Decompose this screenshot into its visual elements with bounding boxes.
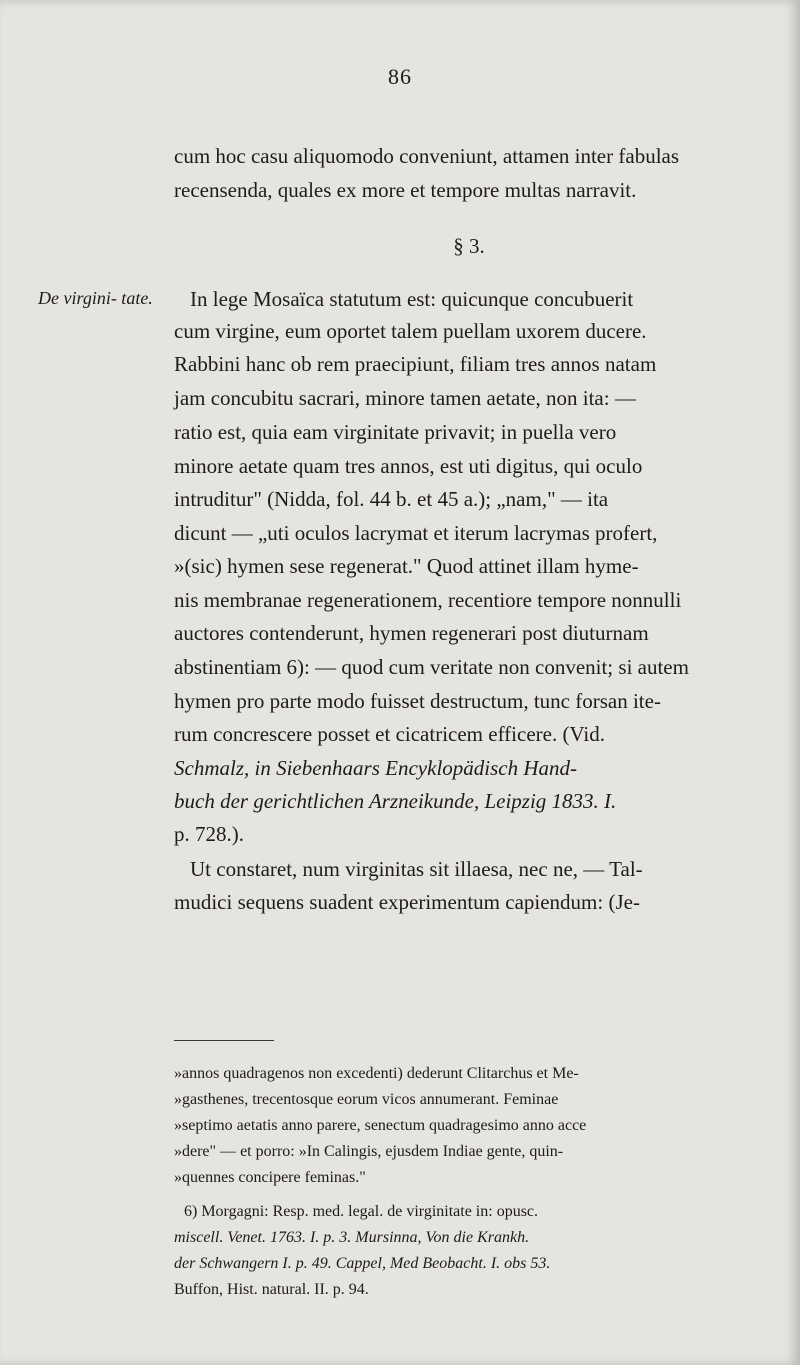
body-line: p. 728.). bbox=[174, 822, 244, 846]
footnote-line: »dere" — et porro: »In Calingis, ejusdem Indiae gente, quin- bbox=[174, 1143, 564, 1160]
body-line: cum virgine, eum oportet talem puellam uxorem ducere. bbox=[174, 319, 647, 343]
footnote-line: »quennes concipere feminas." bbox=[174, 1169, 366, 1186]
body-line: recensenda, quales ex more et tempore multas narravit. bbox=[174, 178, 637, 202]
footnote-line: der Schwangern I. p. 49. Cappel, Med Beobacht. I. obs 53. bbox=[174, 1255, 551, 1272]
body-line: In lege Mosaïca statutum est: quicunque concubuerit bbox=[190, 287, 634, 311]
body-line: nis membranae regenerationem, recentiore tempore nonnulli bbox=[174, 588, 682, 612]
footnote-line: Buffon, Hist. natural. II. p. 94. bbox=[174, 1281, 369, 1298]
footnote-divider bbox=[174, 1040, 274, 1041]
footnote-line: miscell. Venet. 1763. I. p. 3. Mursinna, Von die Krankh. bbox=[174, 1229, 530, 1246]
body-line: Ut constaret, num virginitas sit illaesa, nec ne, — Tal- bbox=[190, 857, 643, 881]
margin-note: De virgini- tate. bbox=[38, 288, 153, 308]
body-line: cum hoc casu aliquomodo conveniunt, attamen inter fabulas bbox=[174, 144, 680, 168]
body-line: dicunt — „uti oculos lacrymat et iterum lacrymas profert, bbox=[174, 521, 658, 545]
footnote-line: »annos quadragenos non excedenti) dederunt Clitarchus et Me- bbox=[174, 1065, 579, 1082]
page-number: 86 bbox=[388, 64, 412, 89]
body-line: hymen pro parte modo fuisset destructum, tunc forsan ite- bbox=[174, 689, 661, 713]
body-line: rum concrescere posset et cicatricem efficere. (Vid. bbox=[174, 722, 605, 746]
body-line: minore aetate quam tres annos, est uti digitus, qui oculo bbox=[174, 454, 643, 478]
body-line: buch der gerichtlichen Arzneikunde, Leipzig 1833. I. bbox=[174, 789, 617, 813]
footnote-line: »gasthenes, trecentosque eorum vicos annumerant. Feminae bbox=[174, 1091, 559, 1108]
body-line: intruditur" (Nidda, fol. 44 b. et 45 a.); „nam," — ita bbox=[174, 487, 609, 511]
body-line: Schmalz, in Siebenhaars Encyklopädisch Hand- bbox=[174, 756, 578, 780]
body-line: auctores contenderunt, hymen regenerari post diuturnam bbox=[174, 621, 649, 645]
body-line: jam concubitu sacrari, minore tamen aetate, non ita: — bbox=[174, 386, 636, 410]
body-line: Rabbini hanc ob rem praecipiunt, filiam tres annos natam bbox=[174, 352, 657, 376]
section-heading: § 3. bbox=[453, 234, 485, 258]
footnote-line: »septimo aetatis anno parere, senectum quadragesimo anno acce bbox=[174, 1117, 587, 1134]
body-line: abstinentiam 6): — quod cum veritate non convenit; si autem bbox=[174, 655, 689, 679]
body-line: ratio est, quia eam virginitate privavit; in puella vero bbox=[174, 420, 617, 444]
body-line: »(sic) hymen sese regenerat." Quod attinet illam hyme- bbox=[174, 554, 639, 578]
body-line: mudici sequens suadent experimentum capiendum: (Je- bbox=[174, 890, 640, 914]
footnote-line: 6) Morgagni: Resp. med. legal. de virginitate in: opusc. bbox=[184, 1203, 539, 1220]
